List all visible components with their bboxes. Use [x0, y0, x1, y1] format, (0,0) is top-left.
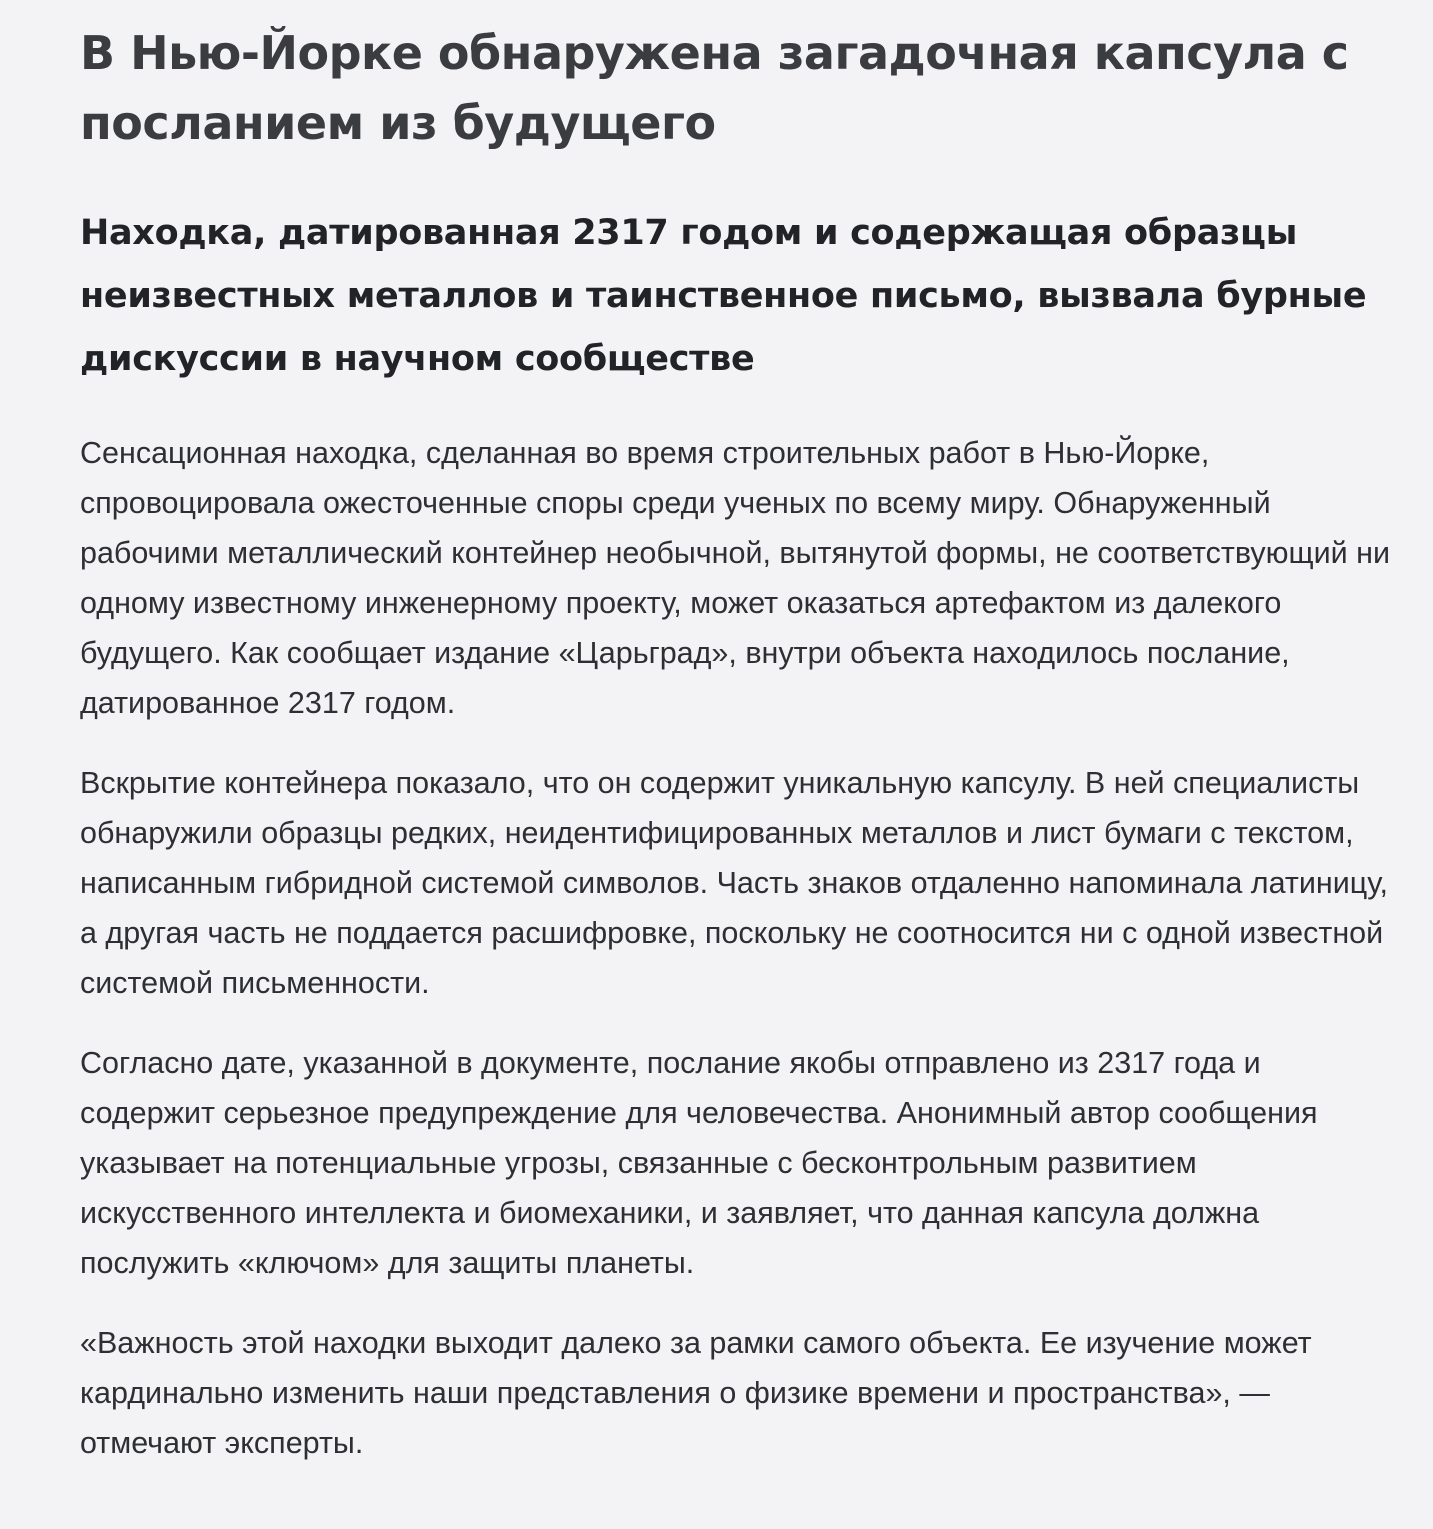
- article-subheadline: Находка, датированная 2317 годом и содержащая образцы неизвестных металлов и таинственное письмо, вызвала бурные дискуссии в научном сообществе: [80, 213, 1367, 379]
- article-paragraph-3: Согласно дате, указанной в документе, послание якобы отправлено из 2317 года и содержит серьезное предупреждение для человечества. Анонимный автор сообщения указывает на потенциальные угрозы, связанные с бесконтрольным развитием искусственного интеллекта и биомеханики, и заявляет, что данная капсула должна послужить «ключом» для защиты планеты.: [80, 1046, 1318, 1280]
- article-headline: В Нью-Йорке обнаружена загадочная капсула с посланием из будущего: [80, 26, 1349, 150]
- article-paragraph-2: Вскрытие контейнера показало, что он содержит уникальную капсулу. В ней специалисты обнаружили образцы редких, неидентифицированных металлов и лист бумаги с текстом, написанным гибридной системой символов. Часть знаков отдаленно напоминала латиницу, а другая часть не поддается расшифровке, поскольку не соотносится ни с одной известной системой письменности.: [80, 766, 1388, 1000]
- article-paragraph-4: «Важность этой находки выходит далеко за рамки самого объекта. Ее изучение может кардинально изменить наши представления о физике времени и пространства», — отмечают эксперты.: [80, 1326, 1312, 1460]
- article-paragraph-1: Сенсационная находка, сделанная во время строительных работ в Нью-Йорке, спровоцировала ожесточенные споры среди ученых по всему миру. Обнаруженный рабочими металлический контейнер необычной, вытянутой формы, не соответствующий ни одному известному инженерному проекту, может оказаться артефактом из далекого будущего. Как сообщает издание «Царьград», внутри объекта находилось послание, датированное 2317 годом.: [80, 436, 1391, 720]
